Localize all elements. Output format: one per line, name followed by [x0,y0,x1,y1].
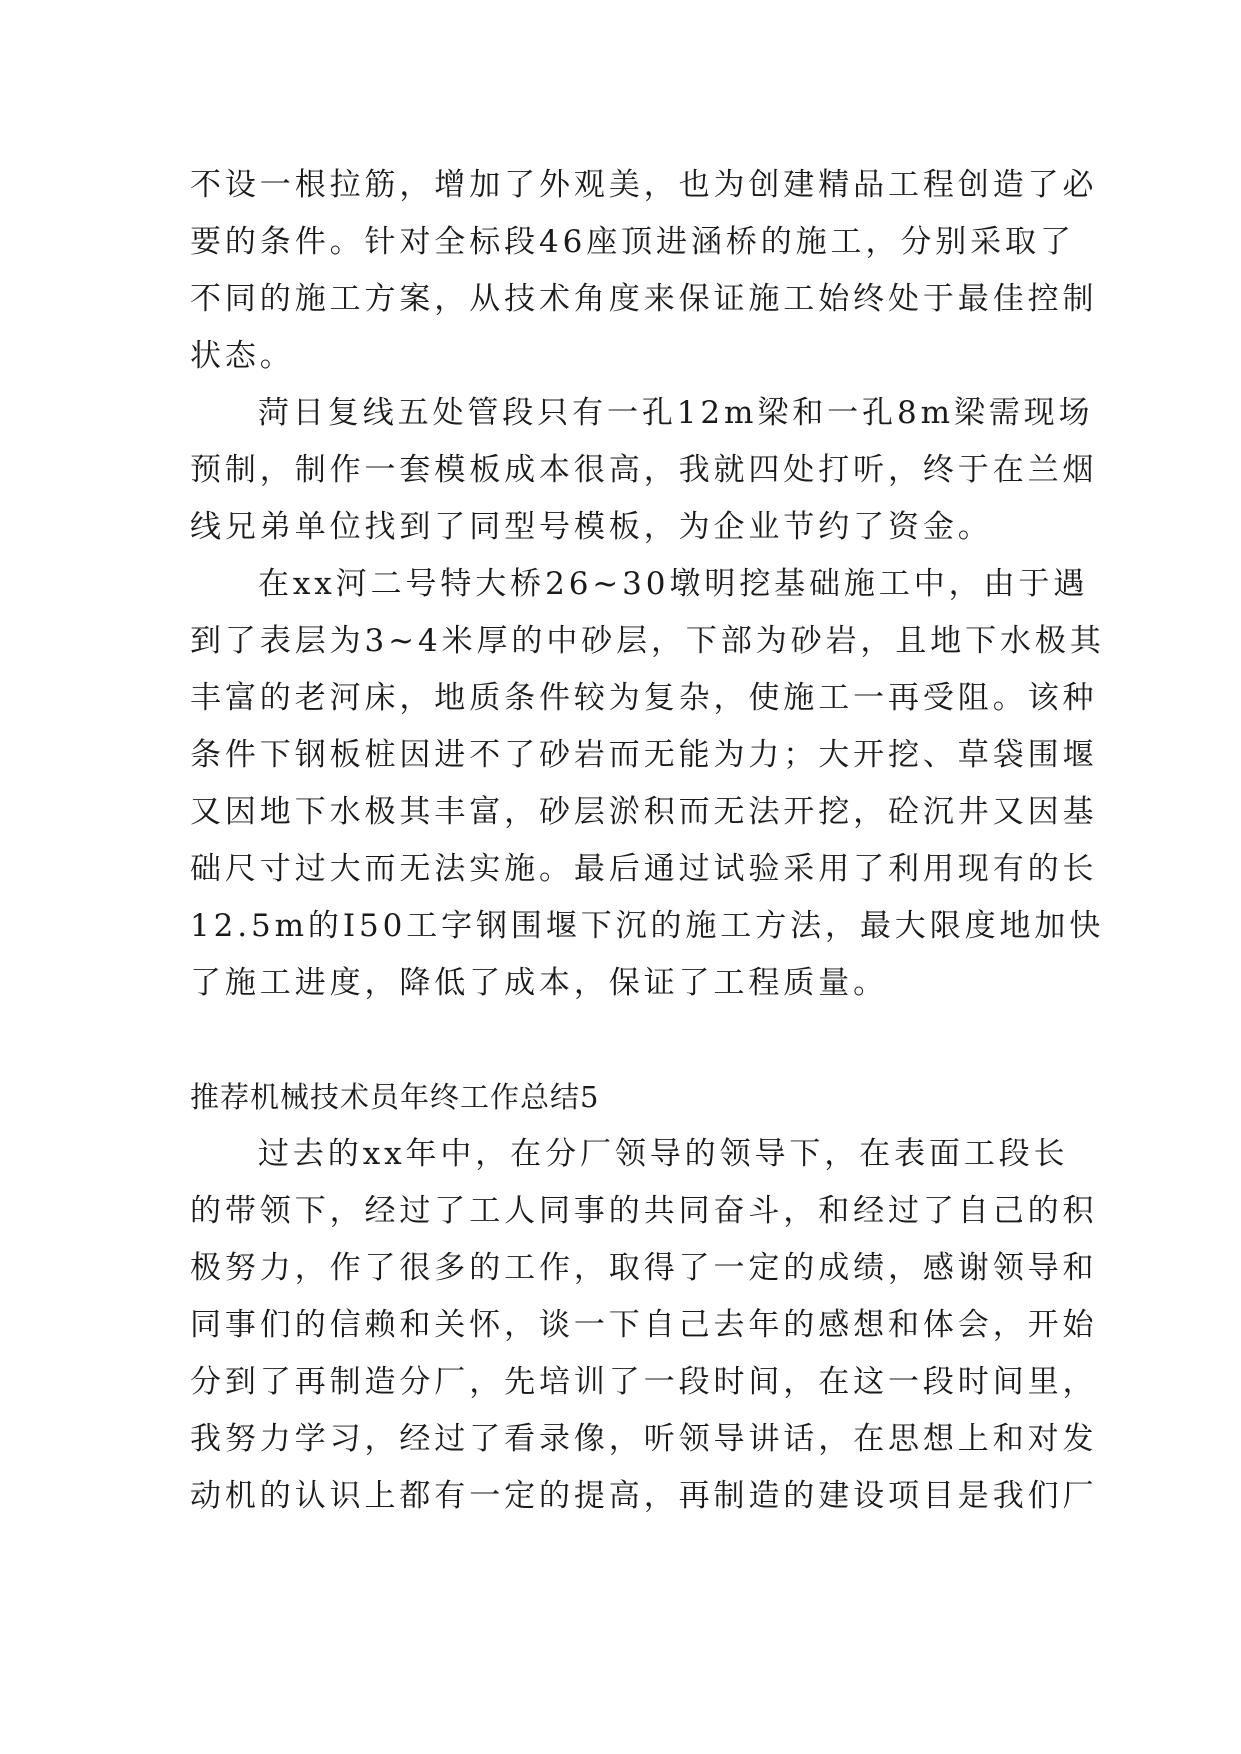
text-line: 础尺寸过大而无法实施。最后通过试验采用了利用现有的长 [190,851,1098,887]
text-line: 不设一根拉筋，增加了外观美，也为创建精品工程创造了必 [190,167,1098,203]
text-line: 在xx河二号特大桥26~30墩明挖基础施工中，由于遇 [258,566,1089,602]
text-line: 极努力，作了很多的工作，取得了一定的成绩，感谢领导和 [190,1250,1098,1286]
text-line: 动机的认识上都有一定的提高，再制造的建设项目是我们厂 [190,1478,1098,1514]
text-line: 12.5m的I50工字钢围堰下沉的施工方法，最大限度地加快 [190,908,1105,944]
text-line: 了施工进度，降低了成本，保证了工程质量。 [190,965,888,1001]
text-line: 状态。 [190,338,295,374]
text-line: 分到了再制造分厂，先培训了一段时间，在这一段时间里， [190,1364,1098,1400]
text-line: 的带领下，经过了工人同事的共同奋斗，和经过了自己的积 [190,1193,1098,1229]
text-line: 菏日复线五处管段只有一孔12m梁和一孔8m梁需现场 [258,395,1094,431]
text-line: 过去的xx年中，在分厂领导的领导下，在表面工段长 [258,1136,1069,1172]
text-line: 到了表层为3~4米厚的中砂层，下部为砂岩，且地下水极其 [190,623,1105,659]
text-line: 同事们的信赖和关怀，谈一下自己去年的感想和体会，开始 [190,1307,1098,1343]
text-line: 条件下钢板桩因进不了砂岩而无能为力；大开挖、草袋围堰 [190,737,1098,773]
text-line: 线兄弟单位找到了同型号模板，为企业节约了资金。 [190,509,993,545]
text-line: 不同的施工方案，从技术角度来保证施工始终处于最佳控制 [190,281,1098,317]
text-line: 预制，制作一套模板成本很高，我就四处打听，终于在兰烟 [190,452,1098,488]
text-line: 我努力学习，经过了看录像，听领导讲话，在思想上和对发 [190,1421,1098,1457]
text-line: 丰富的老河床，地质条件较为复杂，使施工一再受阻。该种 [190,680,1098,716]
section-heading: 推荐机械技术员年终工作总结5 [190,1080,600,1114]
text-line: 要的条件。针对全标段46座顶进涵桥的施工，分别采取了 [190,224,1075,260]
text-line: 又因地下水极其丰富，砂层淤积而无法开挖，砼沉井又因基 [190,794,1098,830]
